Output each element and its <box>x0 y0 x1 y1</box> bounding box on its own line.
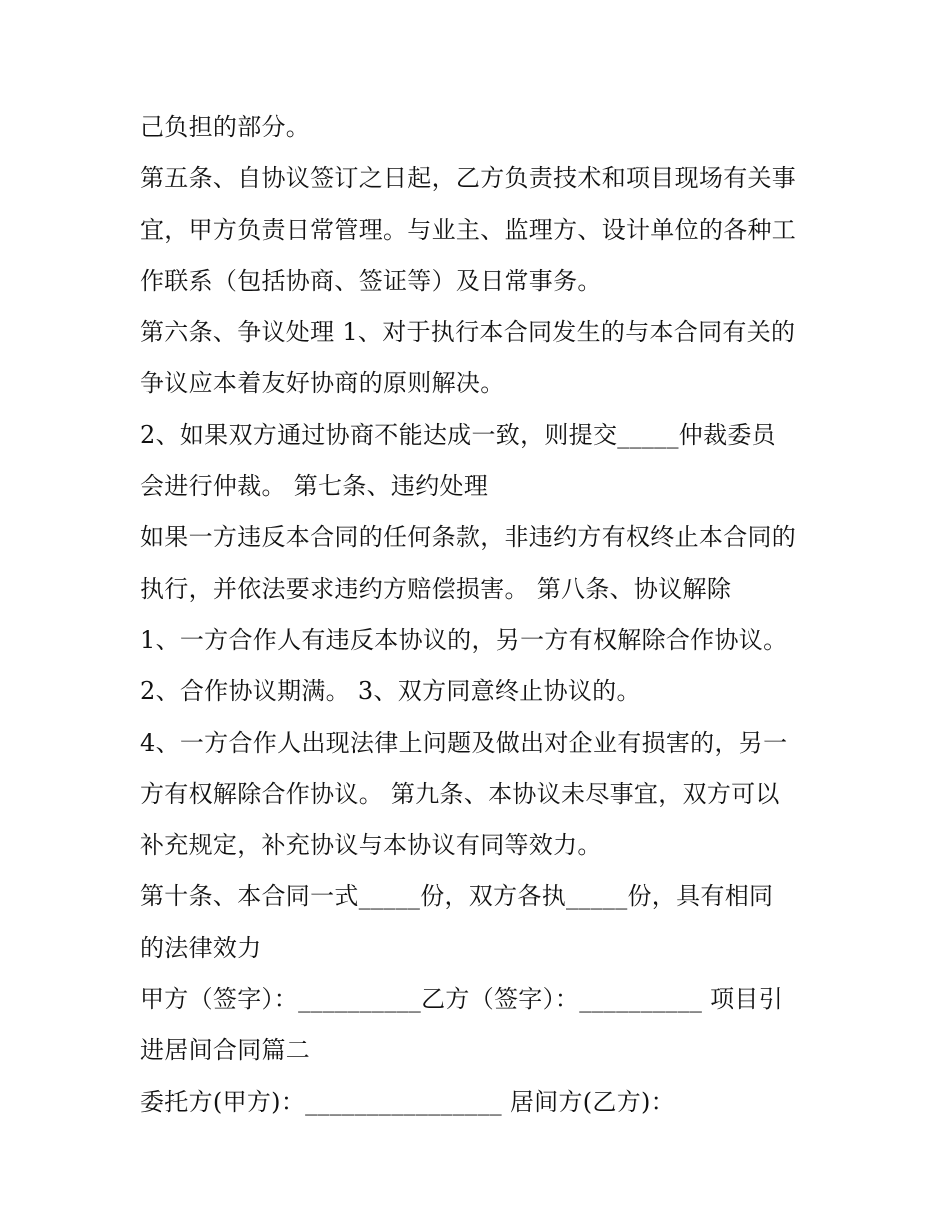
text-line: 宜，甲方负责日常管理。与业主、监理方、设计单位的各种工 <box>140 215 797 244</box>
text-line: 作联系（包括协商、签证等）及日常事务。 <box>140 266 602 295</box>
text-line: 己负担的部分。 <box>140 113 311 141</box>
text-line: 1、一方合作人有违反本协议的，另一方有权解除合作协议。 <box>140 625 788 654</box>
text-line: 2、如果双方通过协商不能达成一致，则提交_____仲裁委员 <box>140 420 776 449</box>
text-line: 会进行仲裁。 第七条、违约处理 <box>140 472 489 501</box>
text-line: 4、一方合作人出现法律上问题及做出对企业有损害的，另一 <box>140 728 788 757</box>
text-line: 2、合作协议期满。 3、双方同意终止协议的。 <box>140 677 641 706</box>
text-line: 第十条、本合同一式_____份，双方各执_____份，具有相同 <box>140 882 774 911</box>
text-line: 进居间合同篇二 <box>140 1036 311 1065</box>
text-line: 执行，并依法要求违约方赔偿损害。 第八条、协议解除 <box>140 574 732 603</box>
text-line: 第六条、争议处理 1、对于执行本合同发生的与本合同有关的 <box>140 318 796 347</box>
text-line: 争议应本着友好协商的原则解决。 <box>140 369 505 398</box>
text-line: 补充规定，补充协议与本协议有同等效力。 <box>140 831 602 860</box>
document-body <box>140 102 820 1128</box>
text-line: 委托方(甲方)：________________ 居间方(乙方)： <box>140 1087 675 1116</box>
text-line: 甲方（签字）：__________乙方（签字）：__________ 项目引 <box>140 985 784 1014</box>
text-line: 方有权解除合作协议。 第九条、本协议未尽事宜，双方可以 <box>140 779 780 808</box>
text-line: 第五条、自协议签订之日起，乙方负责技术和项目现场有关事 <box>140 164 797 193</box>
text-line: 如果一方违反本合同的任何条款，非违约方有权终止本合同的 <box>140 523 797 552</box>
text-line: 的法律效力 <box>140 933 262 962</box>
